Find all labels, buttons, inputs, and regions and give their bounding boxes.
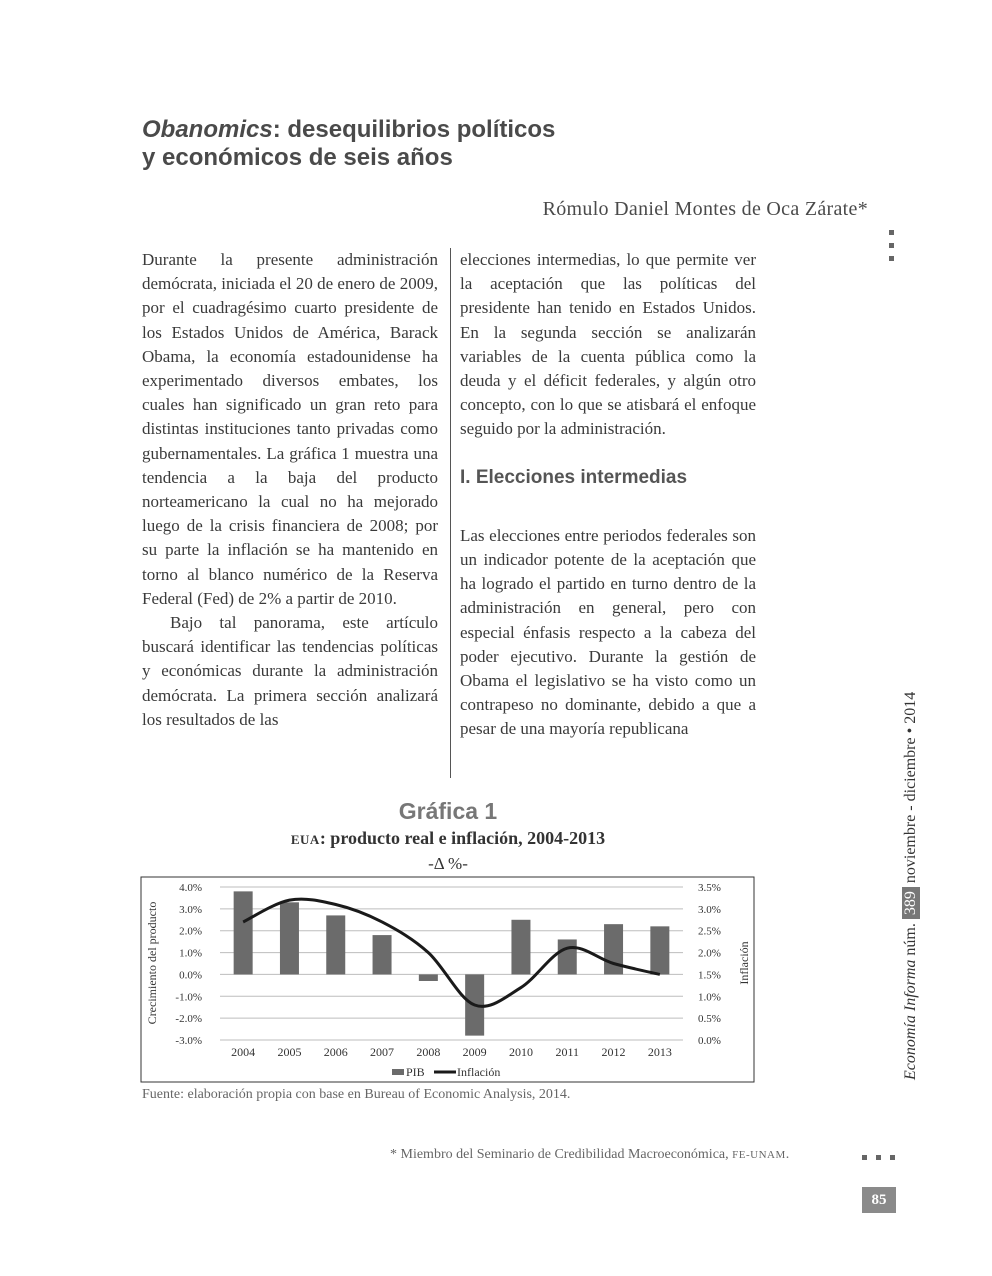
x-tick-label: 2009 xyxy=(462,1045,487,1059)
bar-pib xyxy=(373,935,392,974)
bar-pib xyxy=(419,974,438,981)
x-tick-label: 2006 xyxy=(323,1045,348,1059)
text-column-right xyxy=(460,248,756,742)
title-italic: Obanomics xyxy=(142,116,273,143)
footnote-end: . xyxy=(785,1147,790,1162)
paragraph: elecciones intermedias, lo que permite ver la aceptación que las políticas del presidente han tenido en Estados Unidos. En la segunda sección se analizarán variables de la cuenta pública como la deuda y el déficit federales, y algún otro concepto, con lo que se atisbará el enfoque seguido por la administración. xyxy=(460,250,756,439)
legend-label-inflacion: Inflación xyxy=(457,1065,501,1079)
bar-pib xyxy=(558,939,577,974)
issue-date: noviembre - diciembre • 2014 xyxy=(902,691,919,884)
figure-unit: -Δ %- xyxy=(428,854,468,873)
paragraph: Bajo tal panorama, este artículo buscará identificar las tendencias políticas y económicas durante la administración demócrata. La primera sección analizará los resultados de las xyxy=(142,613,438,729)
y-tick-label: 3.0% xyxy=(179,903,202,916)
x-tick-label: 2010 xyxy=(508,1045,533,1059)
y2-tick-label: 2.5% xyxy=(698,925,721,938)
y2-tick-label: 2.0% xyxy=(698,947,721,960)
bar-pib xyxy=(511,920,530,975)
page-number: 85 xyxy=(862,1187,896,1213)
decorative-dots-vertical xyxy=(889,230,895,269)
y2-tick-label: 1.5% xyxy=(698,969,721,982)
y-tick-label: -1.0% xyxy=(175,991,202,1004)
article-title xyxy=(142,116,762,172)
title-rest: : desequilibrios políticos xyxy=(272,116,556,143)
issue-label: núm. xyxy=(902,923,919,956)
paragraph: Las elecciones entre periodos federales son un indicador potente de la aceptación que ha logrado el partido en turno dentro de la administración en general, pero con especial énfasis respecto a la cabeza del poder ejecutivo. Durante la gestión de Obama el legislativo se ha visto como un contrapeso no dominante, debido a que a pesar de una mayoría republicana xyxy=(460,525,756,739)
x-tick-label: 2012 xyxy=(601,1045,626,1059)
bar-pib xyxy=(650,926,669,974)
footnote xyxy=(390,1147,789,1163)
footnote-sc: FE-UNAM xyxy=(732,1149,786,1161)
y-tick-label: -3.0% xyxy=(175,1035,202,1047)
figure-label: Gráfica 1 xyxy=(398,798,498,824)
y-tick-label: 1.0% xyxy=(179,947,202,960)
bar-pib xyxy=(604,924,623,974)
journal-name: Economía Informa xyxy=(902,959,919,1080)
x-tick-label: 2004 xyxy=(231,1045,256,1059)
y-axis-label: Crecimiento del producto xyxy=(145,901,159,1025)
y-tick-label: -2.0% xyxy=(175,1013,202,1026)
figure-subtitle-sc: EUA xyxy=(290,832,320,847)
x-tick-label: 2005 xyxy=(277,1045,302,1059)
figure-source: Fuente: elaboración propia con base en Bureau of Economic Analysis, 2014. xyxy=(142,1087,571,1102)
x-tick-label: 2008 xyxy=(416,1045,441,1059)
footnote-text: * Miembro del Seminario de Credibilidad Macroeconómica, xyxy=(390,1147,733,1162)
paragraph: Durante la presente administración demócrata, iniciada el 20 de enero de 2009, por el cuadragésimo cuarto presidente de los Estados Unidos de América, Barack Obama, la economía estadounidense ha experimentado diversos embates, los cuales han significado un gran reto para distintas instituciones tanto privadas como gubernamentales. La gráfica 1 muestra una tendencia a la baja del producto norteamericano la cual no ha mejorado luego de la crisis financiera de 2008; por su parte la inflación se ha mantenido en torno al blanco numérico de la Reserva Federal (Fed) de 2% a partir de 2010. xyxy=(142,250,438,608)
bar-pib xyxy=(326,915,345,974)
running-header xyxy=(902,692,920,1080)
y2-tick-label: 0.5% xyxy=(698,1013,721,1026)
text-column-left xyxy=(142,248,438,732)
y-tick-label: 0.0% xyxy=(179,969,202,982)
figure-subtitle-rest: : producto real e inflación, 2004-2013 xyxy=(319,828,606,848)
column-divider xyxy=(450,248,451,778)
y2-tick-label: 3.0% xyxy=(698,903,721,916)
legend-label-pib: PIB xyxy=(406,1065,425,1079)
y-tick-label: 2.0% xyxy=(179,925,202,938)
bar-pib xyxy=(280,902,299,974)
x-tick-label: 2013 xyxy=(647,1045,672,1059)
bar-pib xyxy=(234,891,253,974)
y-tick-label: 4.0% xyxy=(179,882,202,894)
figure-subtitle xyxy=(142,828,754,849)
author-name: Rómulo Daniel Montes de Oca Zárate* xyxy=(542,198,868,220)
chart xyxy=(140,876,756,1084)
title-line2: y económicos de seis años xyxy=(142,144,453,171)
y2-tick-label: 0.0% xyxy=(698,1035,721,1047)
legend-swatch-pib xyxy=(392,1069,404,1075)
issue-number: 389 xyxy=(902,887,920,919)
y2-axis-label: Inflación xyxy=(737,941,751,985)
y2-tick-label: 3.5% xyxy=(698,882,721,894)
y2-tick-label: 1.0% xyxy=(698,991,721,1004)
section-heading: I. Elecciones intermedias xyxy=(460,466,688,488)
x-tick-label: 2011 xyxy=(555,1045,580,1059)
decorative-dots-horizontal xyxy=(862,1155,895,1160)
x-tick-label: 2007 xyxy=(370,1045,395,1059)
